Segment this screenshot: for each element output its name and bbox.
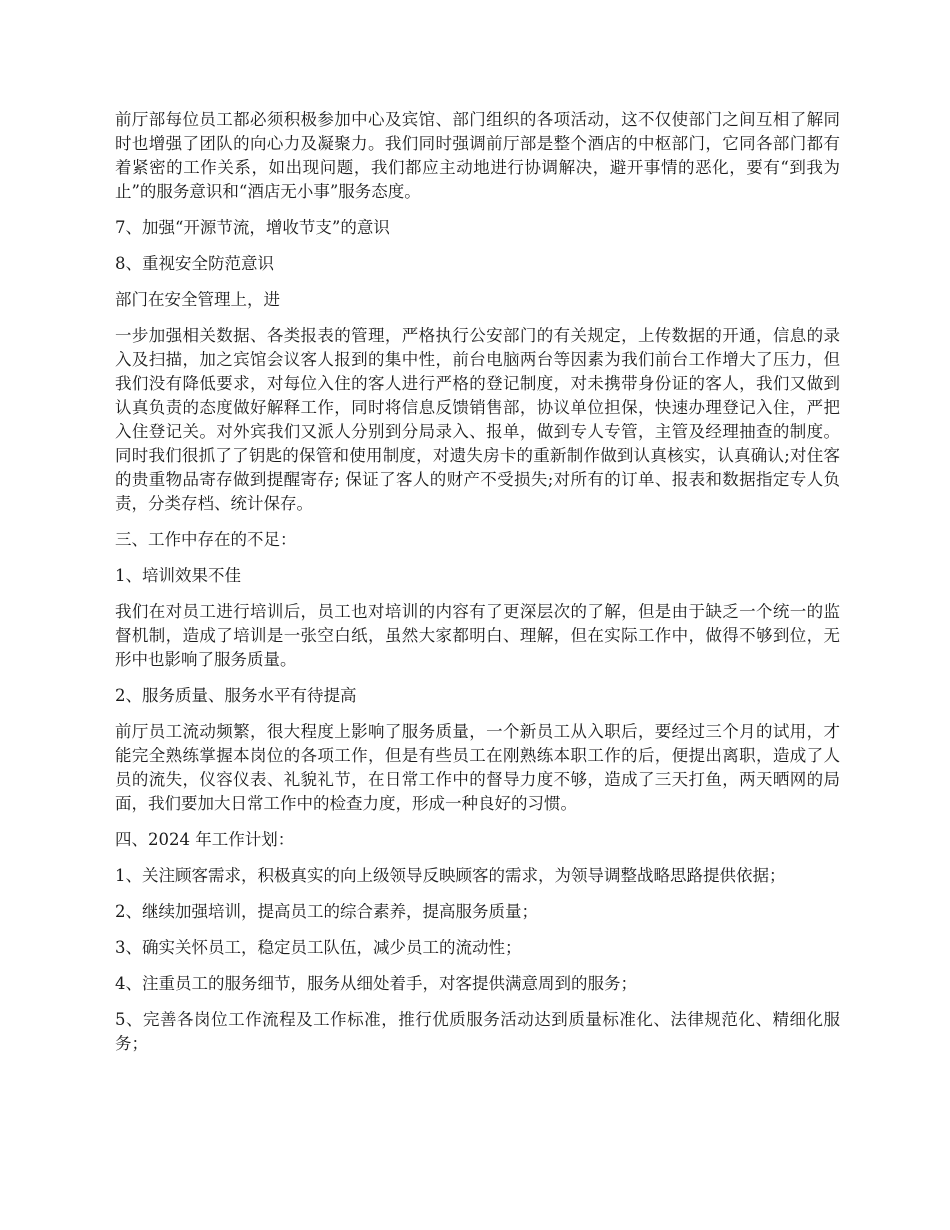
document-page xyxy=(115,108,840,1068)
plan-item-5: 5、完善各岗位工作流程及工作标准，推行优质服务活动达到质量标准化、法律规范化、精细化服务； xyxy=(115,1010,840,1053)
plan-item-2: 2、继续加强培训，提高员工的综合素养，提高服务质量； xyxy=(115,902,538,921)
plan-item-1: 1、关注顾客需求，积极真实的向上级领导反映顾客的需求，为领导调整战略思路提供依据； xyxy=(115,866,786,885)
paragraph-safety-detail: 一步加强相关数据、各类报表的管理，严格执行公安部门的有关规定，上传数据的开通，信息的录入及扫描，加之宾馆会议客人报到的集中性，前台电脑两台等因素为我们前台工作增大了压力，但我们没有降低要求，对每位入住的客人进行严格的登记制度，对未携带身份证的客人，我们又做到认真负责的态度做好解释工作，同时将信息反馈销售部，协议单位担保，快速办理登记入住，严把入住登记关。对外宾我们又派人分别到分局录入、报单，做到专人专管，主管及经理抽查的制度。同时我们很抓了了钥匙的保管和使用制度，对遗失房卡的重新制作做到认真核实，认真确认;对住客的贵重物品寄存做到提醒寄存; 保证了客人的财产不受损失;对所有的订单、报表和数据指定专人负责，分类存档、统计保存。 xyxy=(115,326,840,513)
paragraph-service-quality: 前厅员工流动频繁，很大程度上影响了服务质量，一个新员工从入职后，要经过三个月的试用，才能完全熟练掌握本岗位的各项工作，但是有些员工在刚熟练本职工作的后，便提出离职，造成了人员的流失，仪容仪表、礼貌礼节，在日常工作中的督导力度不够，造成了三天打鱼，两天晒网的局面，我们要加大日常工作中的检查力度，形成一种良好的习惯。 xyxy=(115,722,840,813)
paragraph-safety-intro: 部门在安全管理上，进 xyxy=(115,290,280,309)
section-4-heading: 四、2024 年工作计划： xyxy=(115,830,295,849)
paragraph-training: 我们在对员工进行培训后，员工也对培训的内容有了更深层次的了解，但是由于缺乏一个统一的监督机制，造成了培训是一张空白纸，虽然大家都明白、理解，但在实际工作中，做得不够到位，无形中也影响了服务质量。 xyxy=(115,602,840,669)
paragraph-activities: 前厅部每位员工都必须积极参加中心及宾馆、部门组织的各项活动，这不仅使部门之间互相了解同时也增强了团队的向心力及凝聚力。我们同时强调前厅部是整个酒店的中枢部门，它同各部门都有着紧密的工作关系，如出现问题，我们都应主动地进行协调解决，避开事情的恶化，要有“到我为止”的服务意识和“酒店无小事”服务态度。 xyxy=(115,110,840,201)
item-8-heading: 8、重视安全防范意识 xyxy=(115,254,274,273)
plan-item-3: 3、确实关怀员工，稳定员工队伍，减少员工的流动性； xyxy=(115,938,522,957)
section-3-heading: 三、工作中存在的不足： xyxy=(115,530,297,549)
item-7-heading: 7、加强“开源节流，增收节支”的意识 xyxy=(115,218,390,237)
plan-item-4: 4、注重员工的服务细节，服务从细处着手，对客提供满意周到的服务； xyxy=(115,974,637,993)
deficiency-1-heading: 1、培训效果不佳 xyxy=(115,566,241,585)
deficiency-2-heading: 2、服务质量、服务水平有待提高 xyxy=(115,686,357,705)
